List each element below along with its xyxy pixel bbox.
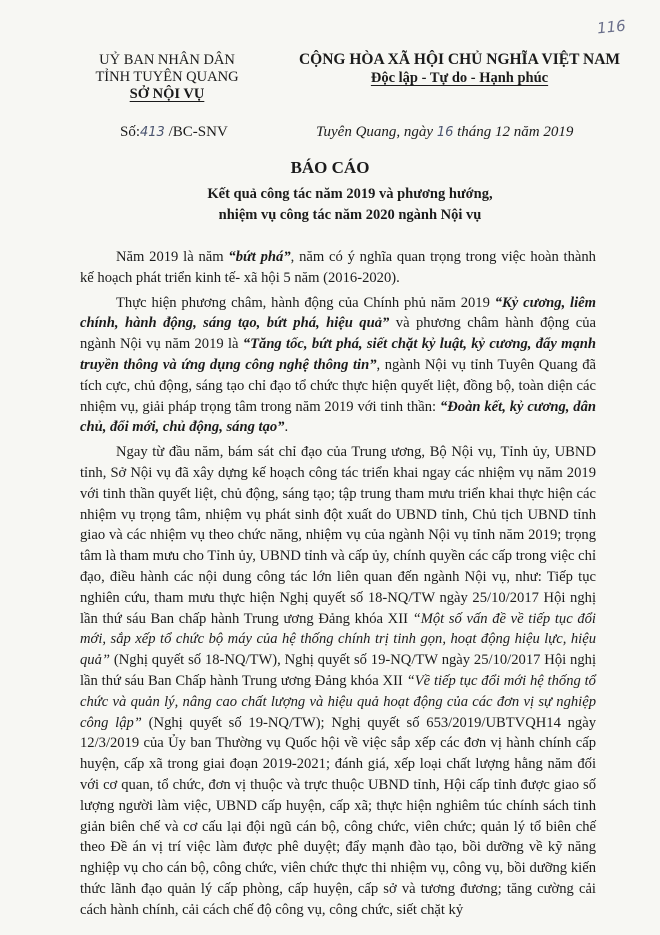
subtitle-line-2: nhiệm vụ công tác năm 2020 ngành Nội vụ <box>218 207 482 223</box>
agency-department: SỞ NỘI VỤ <box>129 86 205 102</box>
p3-text-1: Ngay từ đầu năm, bám sát chỉ đạo của Trung ương, Bộ Nội vụ, Tỉnh ủy, UBND tỉnh, Sở Nội vụ đã xây dựng kế hoạch công tác triển khai ngay các nhiệm vụ năm 2019 với tinh thần quyết liệt, chủ động, sáng tạo; tập trung tham mưu triển khai thực hiện các nhiệm vụ trọng tâm, nhiệm vụ phát sinh đột xuất do UBND tỉnh, Chủ tịch UBND tỉnh giao và các nhiệm vụ theo chức năng, nhiệm vụ của ngành Nội vụ tỉnh năm 2019; trọng tâm là tham mưu cho Tỉnh ủy, UBND tỉnh và cấp ủy, chính quyền các cấp trong việc chỉ đạo, điều hành các nội dung công tác lớn liên quan đến ngành Nội vụ, như: Tiếp tục nghiên cứu, tham mưu thực hiện Nghị quyết số 18-NQ/TW ngày 25/10/2017 Hội nghị lần thứ sáu Ban chấp hành Trung ương Đảng khóa XII <box>80 444 596 627</box>
p1-text-1: Năm 2019 là năm <box>116 249 229 265</box>
paragraph-3 <box>80 442 596 920</box>
subtitle-line-1: Kết quả công tác năm 2019 và phương hướng, <box>207 186 493 202</box>
doc-number-handwritten: 413 <box>140 125 165 140</box>
national-motto: Độc lập - Tự do - Hạnh phúc <box>370 70 549 86</box>
issuing-agency-block <box>72 52 262 103</box>
doc-number-prefix: Số: <box>120 124 141 140</box>
agency-line-2: TỈNH TUYÊN QUANG <box>95 69 239 85</box>
p2-text-3: , ngành Nội vụ tỉnh Tuyên Quang đã tích cực, chủ động, sáng tạo chỉ đạo tổ chức thực hiện quyết liệt, đồng bộ, toàn diện các nhiệm vụ, giải pháp trọng tâm trong năm 2019 với tinh thần: <box>80 356 596 415</box>
p2-text-2: và phương châm hành động của ngành Nội vụ năm 2019 là <box>80 315 597 353</box>
document-number <box>120 124 228 141</box>
p2-emphasis-3: “Đoàn kết, kỷ cương, dân chủ, đổi mới, chủ động, sáng tạo” <box>80 398 597 436</box>
dateline-day-handwritten: 16 <box>436 125 454 140</box>
p2-emphasis-2: “Tăng tốc, bứt phá, siết chặt kỷ luật, kỷ cương, đẩy mạnh truyền thông và ứng dụng công nghệ thông tin” <box>80 336 596 373</box>
doc-number-suffix: /BC-SNV <box>164 124 228 140</box>
national-heading-block <box>282 50 637 88</box>
p3-quote-2: “Về tiếp tục đổi mới hệ thống tổ chức và quản lý, nâng cao chất lượng và hiệu quả hoạt động của các đơn vị sự nghiệp công lập” <box>80 672 596 731</box>
p3-text-2: (Nghị quyết số 18-NQ/TW), Nghị quyết số 19-NQ/TW ngày 25/10/2017 Hội nghị lần thứ sáu Ban Chấp hành Trung ương Đảng khóa XII <box>80 652 596 689</box>
paragraph-1 <box>80 247 596 289</box>
dateline <box>316 124 573 141</box>
report-body <box>80 247 596 925</box>
p1-text-2: , năm có ý nghĩa quan trọng trong việc hoàn thành kế hoạch phát triển kinh tế- xã hội 5 năm (2016-2020). <box>80 249 596 286</box>
p1-emphasis: “bứt phá” <box>228 249 291 265</box>
handwritten-page-number: 116 <box>596 16 627 38</box>
report-subtitle <box>150 184 550 226</box>
p2-emphasis-1: “Kỷ cương, liêm chính, hành động, sáng tạo, bứt phá, hiệu quả” <box>80 294 596 332</box>
p3-text-3: (Nghị quyết số 19-NQ/TW); Nghị quyết số 653/2019/UBTVQH14 ngày 12/3/2019 của Ủy ban Thường vụ Quốc hội về việc sắp xếp các đơn vị hành chính cấp huyện, cấp xã trong giai đoạn 2019-2021; đánh giá, xếp loại chất lượng hằng năm đối với cơ quan, tổ chức, đơn vị thuộc và trực thuộc UBND tỉnh, Hội cấp tỉnh được giao số lượng người làm việc, UBND cấp huyện, cấp xã; thực hiện nghiêm túc chính sách tinh giản biên chế và cơ cấu lại đội ngũ cán bộ, công chức, viên chức; quản lý tổ biên chế theo Đề án vị trí việc làm được phê duyệt; đẩy mạnh đào tạo, bồi dưỡng về kỹ năng nghiệp vụ cho cán bộ, công chức, viên chức thực thi nhiệm vụ, công vụ, bồi dưỡng kiến thức lãnh đạo quản lý cấp phòng, cấp huyện, cấp sở và tương đương; tăng cường cải cách hành chính, cải cách chế độ công vụ, công chức, siết chặt kỷ <box>80 714 597 918</box>
paragraph-2 <box>80 293 596 439</box>
p2-text-1: Thực hiện phương châm, hành động của Chính phủ năm 2019 <box>116 294 495 311</box>
p2-text-4: . <box>284 419 289 436</box>
p3-quote-1: “Một số vấn đề về tiếp tục đổi mới, sắp xếp tổ chức bộ máy của hệ thống chính trị tinh gọn, hoạt động hiệu lực, hiệu quả” <box>80 610 596 669</box>
nation-name: CỘNG HÒA XÃ HỘI CHỦ NGHĨA VIỆT NAM <box>298 51 621 68</box>
dateline-rest: tháng 12 năm 2019 <box>453 124 574 140</box>
dateline-place: Tuyên Quang, ngày <box>316 124 437 140</box>
report-title: BÁO CÁO <box>290 158 370 177</box>
agency-line-1: UỶ BAN NHÂN DÂN <box>99 52 235 68</box>
